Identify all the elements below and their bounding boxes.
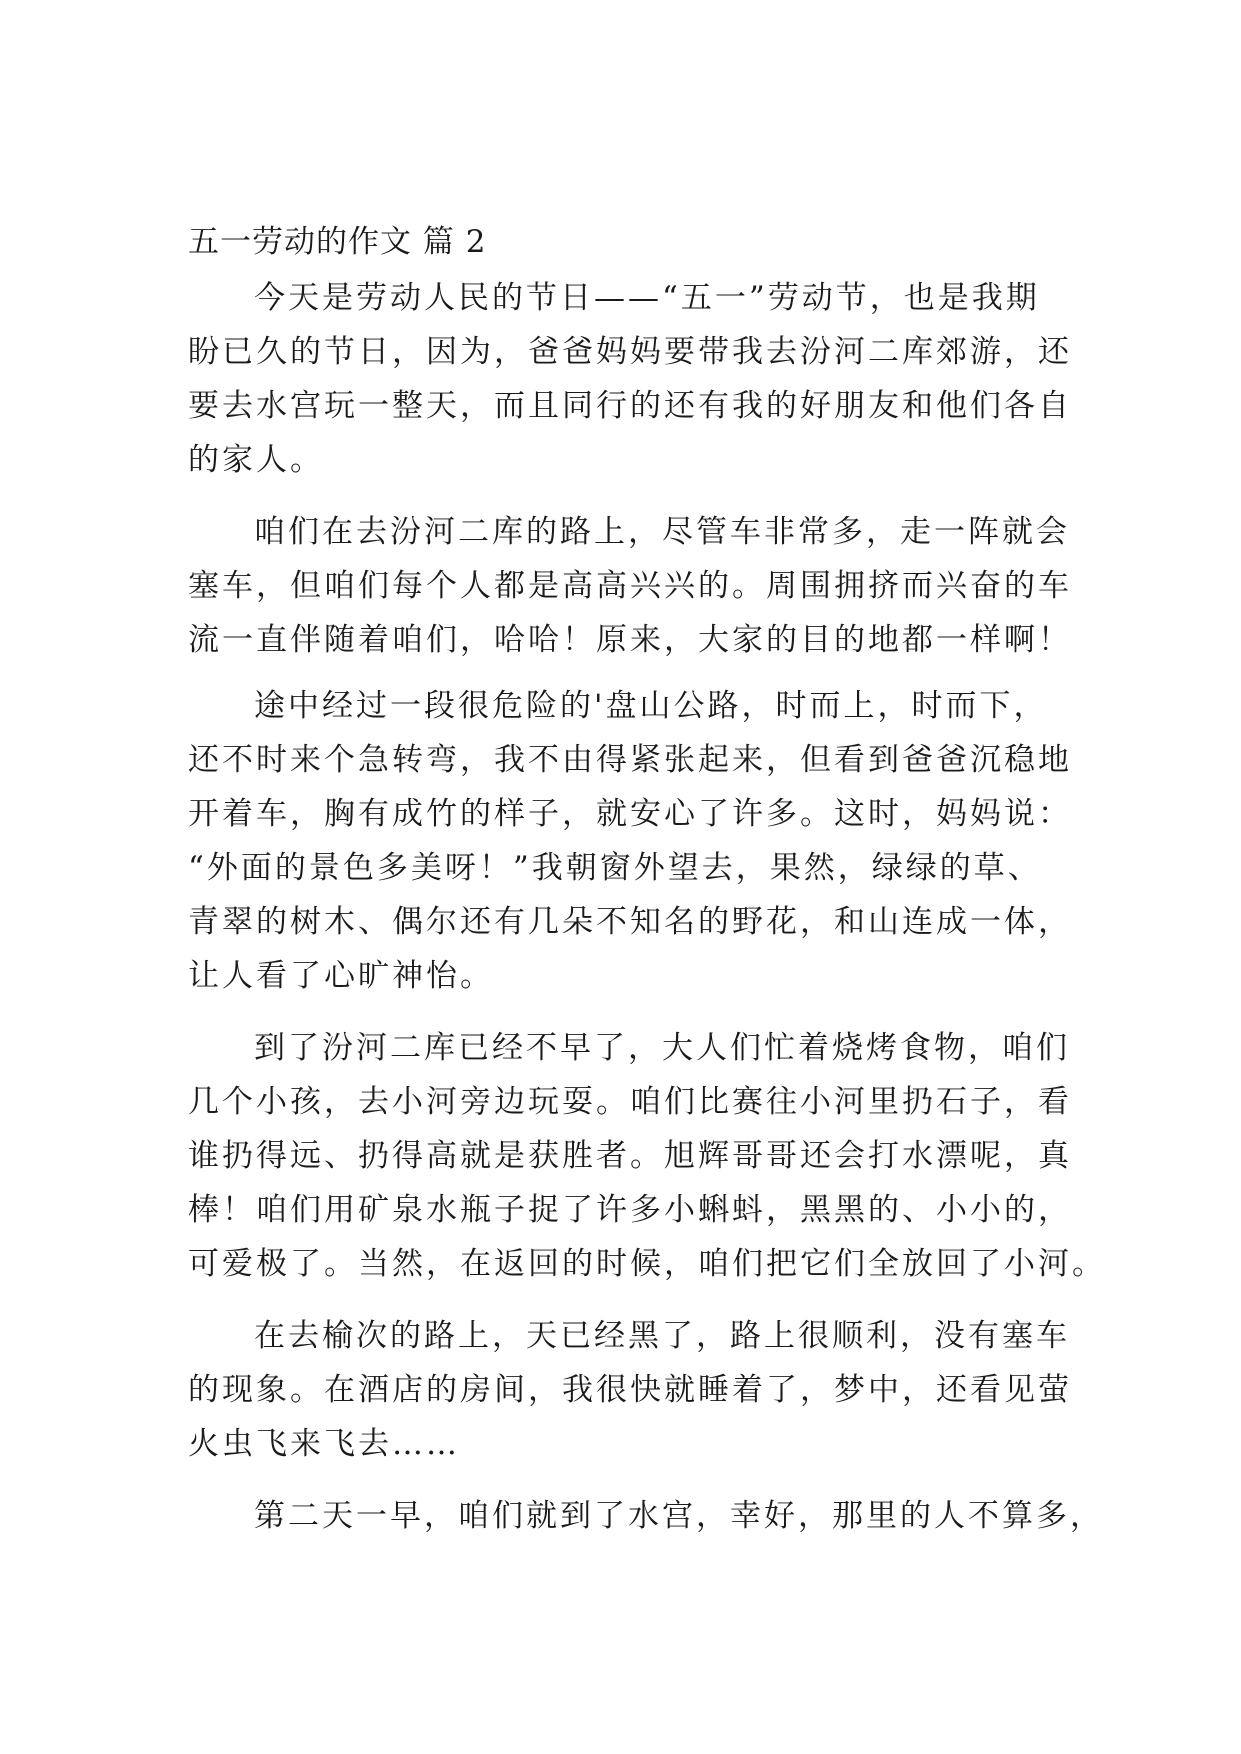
- text-line: 流一直伴随着咱们，哈哈！原来，大家的目的地都一样啊！: [188, 622, 1072, 658]
- text-line: 盼已久的节日，因为，爸爸妈妈要带我去汾河二库郊游，还: [188, 334, 1072, 370]
- text-line: 途中经过一段很危险的'盘山公路，时而上，时而下，: [254, 688, 1048, 724]
- text-line: 到了汾河二库已经不早了，大人们忙着烧烤食物，咱们: [254, 1030, 1070, 1066]
- text-line: 第二天一早，咱们就到了水宫，幸好，那里的人不算多，: [254, 1498, 1104, 1534]
- text-line: 的现象。在酒店的房间，我很快就睡着了，梦中，还看见萤: [188, 1372, 1072, 1408]
- text-line: 几个小孩，去小河旁边玩耍。咱们比赛往小河里扔石子，看: [188, 1084, 1072, 1120]
- text-line: “外面的景色多美呀！”我朝窗外望去，果然，绿绿的草、: [188, 850, 1042, 886]
- text-line: 谁扔得远、扔得高就是获胜者。旭辉哥哥还会打水漂呢，真: [188, 1138, 1072, 1174]
- text-line: 今天是劳动人民的节日——“五一”劳动节，也是我期: [254, 280, 1040, 316]
- text-line: 在去榆次的路上，天已经黑了，路上很顺利，没有塞车: [254, 1318, 1070, 1354]
- document-title: 五一劳动的作文 篇 2: [188, 224, 487, 260]
- text-line: 棒！咱们用矿泉水瓶子捉了许多小蝌蚪，黑黑的、小小的，: [188, 1192, 1072, 1228]
- text-line: 咱们在去汾河二库的路上，尽管车非常多，走一阵就会: [254, 514, 1070, 550]
- text-line: 火虫飞来飞去……: [188, 1426, 460, 1462]
- text-line: 的家人。: [188, 442, 324, 478]
- text-line: 塞车，但咱们每个人都是高高兴兴的。周围拥挤而兴奋的车: [188, 568, 1072, 604]
- text-line: 要去水宫玩一整天，而且同行的还有我的好朋友和他们各自: [188, 388, 1072, 424]
- text-line: 青翠的树木、偶尔还有几朵不知名的野花，和山连成一体，: [188, 904, 1072, 940]
- text-line: 开着车，胸有成竹的样子，就安心了许多。这时，妈妈说：: [188, 796, 1072, 832]
- text-line: 可爱极了。当然，在返回的时候，咱们把它们全放回了小河。: [188, 1246, 1106, 1282]
- text-line: 还不时来个急转弯，我不由得紧张起来，但看到爸爸沉稳地: [188, 742, 1072, 778]
- text-line: 让人看了心旷神怡。: [188, 958, 494, 994]
